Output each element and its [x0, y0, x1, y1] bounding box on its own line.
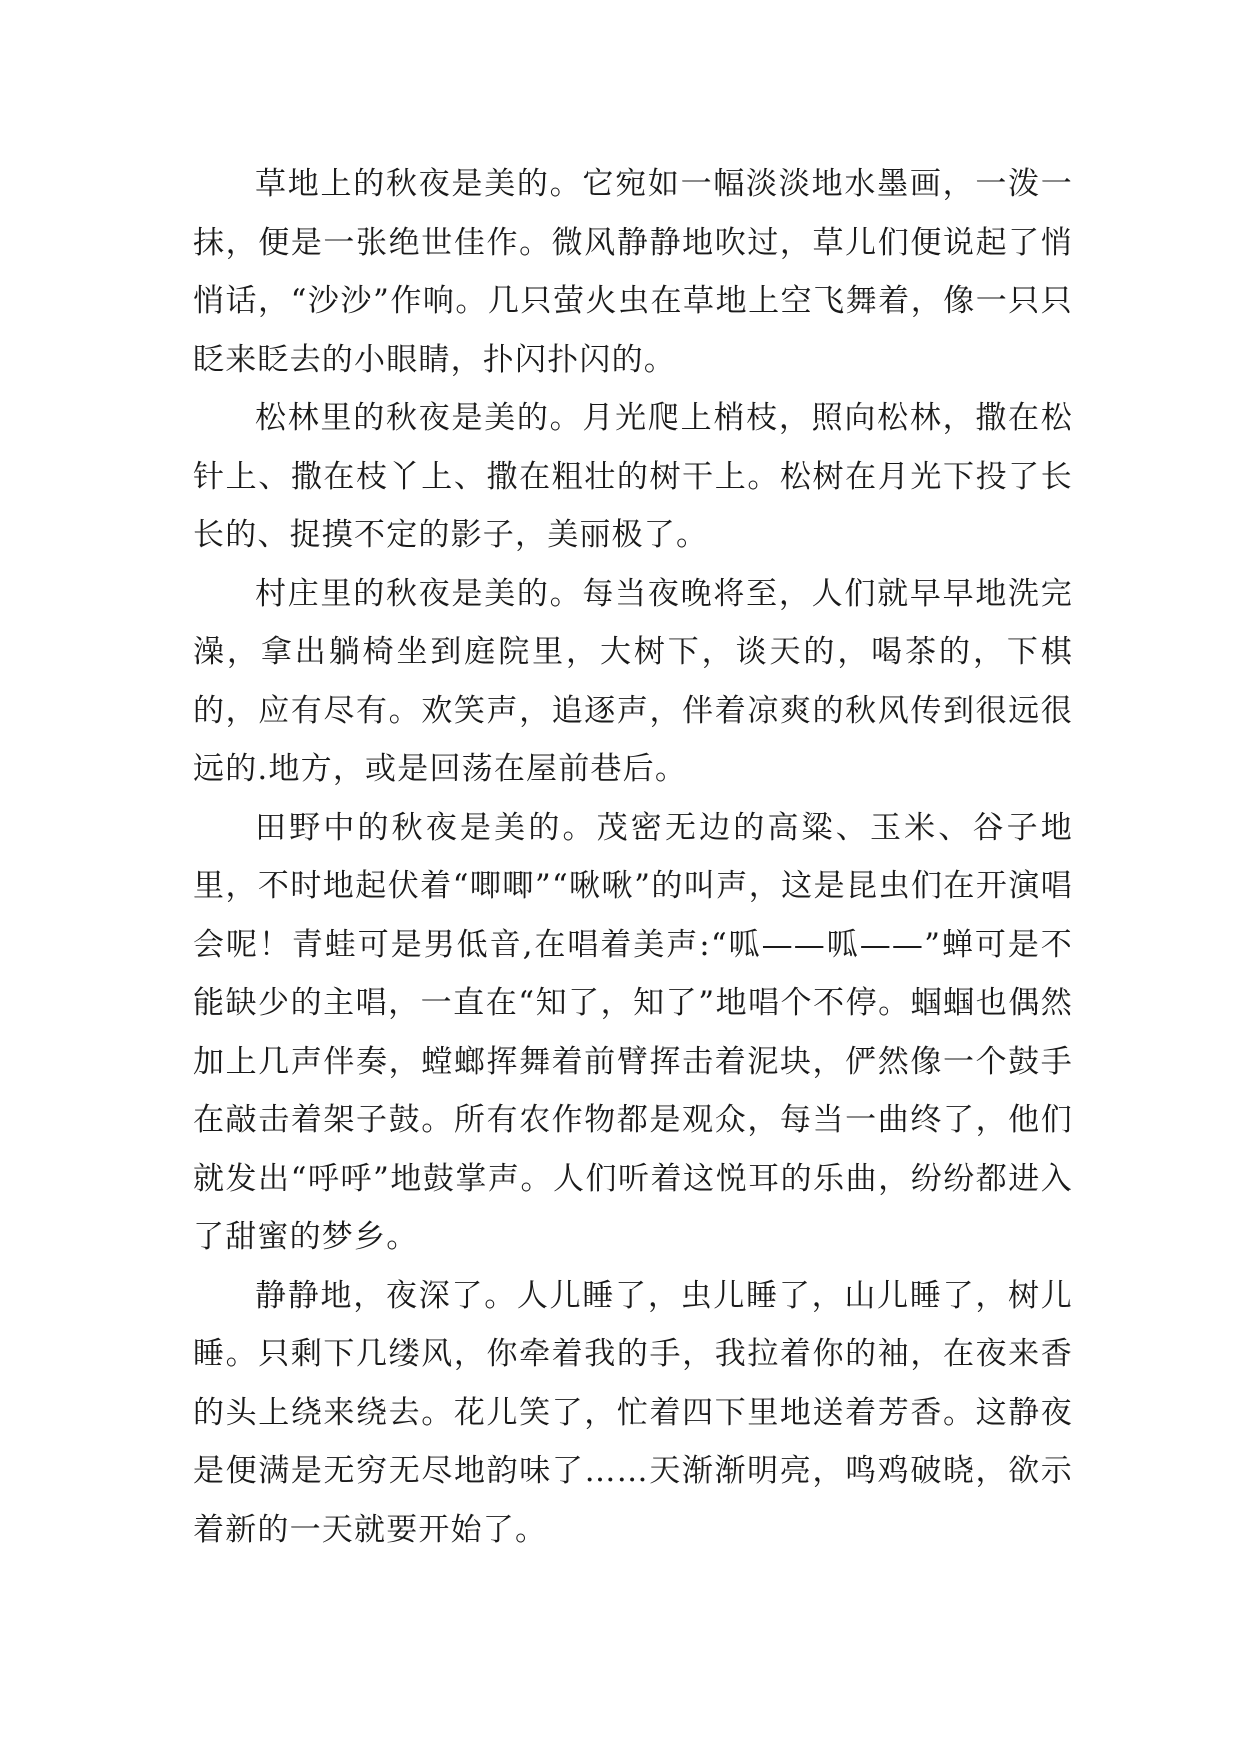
paragraph-grassland: 草地上的秋夜是美的。它宛如一幅淡淡地水墨画，一泼一抹，便是一张绝世佳作。微风静静地吹过，草儿们便说起了悄悄话，“沙沙”作响。几只萤火虫在草地上空飞舞着，像一只只眨来眨去的小眼睛，扑闪扑闪的。 — [193, 166, 1073, 378]
paragraph-deep-night: 静静地，夜深了。人儿睡了，虫儿睡了，山儿睡了，树儿睡。只剩下几缕风，你牵着我的手，我拉着你的袖，在夜来香的头上绕来绕去。花儿笑了，忙着四下里地送着芳香。这静夜是便满是无穷无尽地韵味了……天渐渐明亮，鸣鸡破晓，欲示着新的一天就要开始了。 — [193, 1277, 1073, 1548]
paragraph-village: 村庄里的秋夜是美的。每当夜晚将至，人们就早早地洗完澡，拿出躺椅坐到庭院里，大树下，谈天的，喝茶的，下棋的，应有尽有。欢笑声，追逐声，伴着凉爽的秋风传到很远很远的.地方，或是回荡在屋前巷后。 — [193, 575, 1073, 787]
paragraph-fields: 田野中的秋夜是美的。茂密无边的高粱、玉米、谷子地里，不时地起伏着“唧唧”“啾啾”的叫声，这是昆虫们在开演唱会呢！青蛙可是男低音,在唱着美声:“呱——呱——”蝉可是不能缺少的主唱，一直在“知了，知了”地唱个不停。蝈蝈也偶然加上几声伴奏，螳螂挥舞着前臂挥击着泥块，俨然像一个鼓手在敲击着架子鼓。所有农作物都是观众，每当一曲终了，他们就发出“呼呼”地鼓掌声。人们听着这悦耳的乐曲，纷纷都进入了甜蜜的梦乡。 — [193, 809, 1073, 1255]
paragraph-pine-forest: 松林里的秋夜是美的。月光爬上梢枝，照向松林，撒在松针上、撒在枝丫上、撒在粗壮的树干上。松树在月光下投了长长的、捉摸不定的影子，美丽极了。 — [193, 400, 1073, 553]
essay-body — [193, 155, 1073, 1559]
